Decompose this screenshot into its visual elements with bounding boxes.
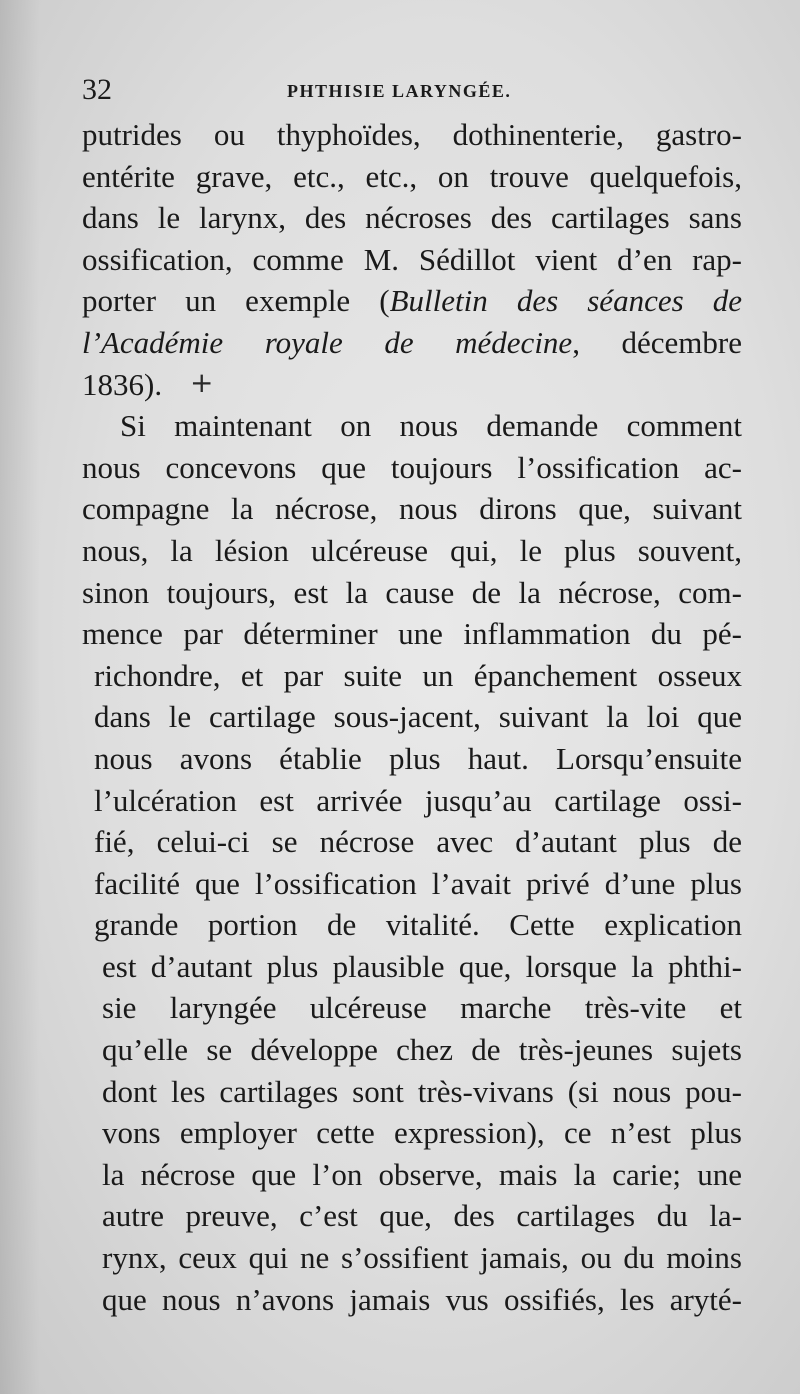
text-line: qu’elle se développe chez de très-jeunes sujets (102, 1032, 742, 1068)
text-line: autre preuve, c’est que, des cartilages du la- (102, 1198, 742, 1234)
text-line: nous, la lésion ulcéreuse qui, le plus souvent, (82, 532, 742, 568)
page-number: 32 (82, 73, 112, 106)
text-line: dans le larynx, des nécroses des cartilages sans (82, 200, 742, 236)
text-line: sie laryngée ulcéreuse marche très-vite et (102, 990, 742, 1026)
body-text (82, 114, 742, 1320)
text-line: grande portion de vitalité. Cette explication (94, 907, 742, 943)
running-head: PHTHISIE LARYNGÉE. (287, 81, 512, 101)
handwritten-cross-mark: + (190, 366, 214, 399)
text-line: richondre, et par suite un épanchement osseux (94, 657, 742, 693)
text-line: dont les cartilages sont très-vivans (si nous pou- (102, 1073, 742, 1109)
text-line: nous concevons que toujours l’ossification ac- (82, 449, 742, 485)
text-line: nous avons établie plus haut. Lorsqu’ensuite (94, 740, 742, 776)
text-line: l’ulcération est arrivée jusqu’au cartilage ossi- (94, 782, 742, 818)
text-line: facilité que l’ossification l’avait privé d’une plus (94, 865, 742, 901)
text-segment: porter un exemple ( (82, 283, 390, 319)
text-line: putrides ou thyphoïdes, dothinenterie, gastro- (82, 117, 742, 152)
text-line: est d’autant plus plausible que, lorsque la phthi- (102, 948, 742, 984)
text-line: vons employer cette expression), ce n’est plus (102, 1115, 742, 1151)
text-line (82, 322, 742, 364)
text-line: compagne la nécrose, nous dirons que, suivant (82, 491, 742, 527)
text-line: rynx, ceux qui ne s’ossifient jamais, ou du moins (102, 1240, 742, 1276)
paragraph-start-line: Si maintenant on nous demande comment (120, 408, 742, 444)
text-line: la nécrose que l’on observe, mais la carie; une (102, 1156, 742, 1192)
text-line: que nous n’avons jamais vus ossifiés, les aryté- (102, 1281, 742, 1317)
text-line (82, 280, 742, 322)
text-line: ossification, comme M. Sédillot vient d’en rap- (82, 241, 742, 277)
text-segment: , décembre (572, 324, 742, 360)
page-header (82, 72, 742, 108)
text-line: 1836). (82, 366, 163, 402)
text-line: sinon toujours, est la cause de la nécrose, com- (82, 574, 742, 610)
journal-title-italic: Bulletin des séances de (389, 283, 742, 319)
text-line: mence par déterminer une inflammation du pé- (82, 616, 742, 652)
text-line: entérite grave, etc., etc., on trouve quelquefois, (82, 158, 742, 194)
text-line: fié, celui-ci se nécrose avec d’autant plus de (94, 824, 742, 860)
journal-title-italic: l’Académie royale de médecine (82, 324, 573, 360)
text-line: dans le cartilage sous-jacent, suivant la loi que (94, 699, 742, 735)
